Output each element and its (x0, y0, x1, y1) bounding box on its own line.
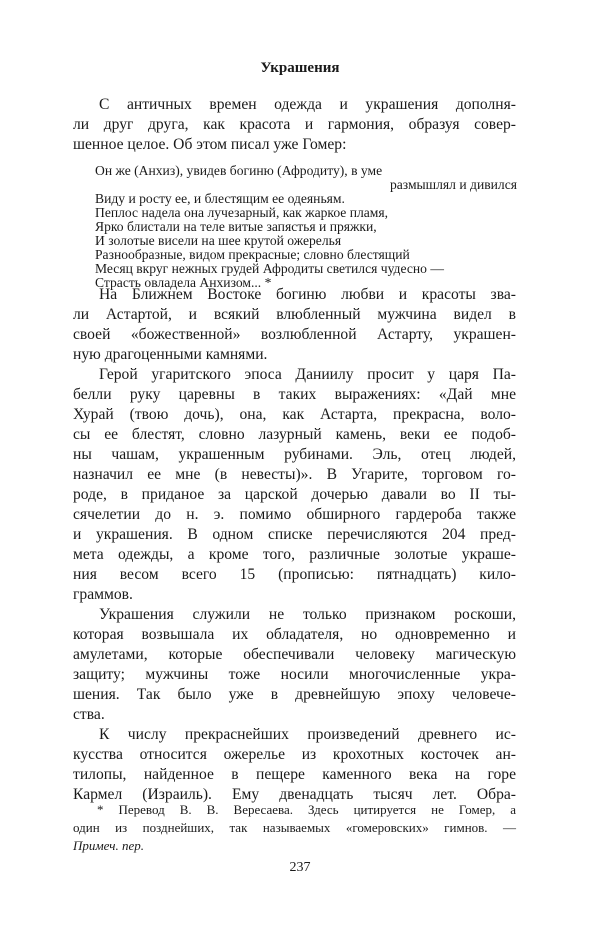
verse-line: Он же (Анхиз), увидев богиню (Афродиту), в уме (95, 163, 383, 178)
text-line: К числу прекраснейших произведений древнего ис- (99, 726, 516, 743)
verse-line: Месяц вкруг нежных грудей Афродиты светился чудесно — (95, 261, 444, 276)
text-line: ную драгоценными камнями. (73, 346, 268, 363)
text-line: защиту; мужчины тоже носили многочисленные укра- (73, 666, 516, 683)
footnote-line: один из позднейших, так называемых «гомеровских» гимнов. — (73, 820, 516, 835)
text-line: назначил ее мне (в невесты)». В Угарите, торговом го- (73, 466, 516, 483)
text-line: амулетами, которые обеспечивали человеку магическую (73, 646, 516, 663)
verse-line: Разнообразные, видом прекрасные; словно блестящий (95, 247, 410, 262)
page-number: 237 (289, 860, 311, 875)
text-line: Украшения служили не только признаком роскоши, (99, 606, 516, 623)
text-line: Кармел (Израиль). Ему двенадцать тысяч лет. Обра- (73, 786, 516, 803)
text-line: белли руку царевны в таких выражениях: «Дай мне (73, 386, 516, 403)
text-line: ны чашам, украшенным рубинами. Эль, отец людей, (73, 446, 516, 463)
text-line: граммов. (73, 586, 133, 603)
verse-line: Пеплос надела она лучезарный, как жаркое пламя, (95, 205, 389, 220)
verse-line: И золотые висели на шее крутой ожерелья (95, 233, 342, 248)
verse-line: Страсть овладела Анхизом... * (95, 275, 272, 290)
text-line: шенное целое. Об этом писал уже Гомер: (73, 136, 347, 153)
text-line: сячелетии до н. э. помимо обширного гардероба также (73, 506, 516, 523)
verse-line: размышлял и дивился (389, 177, 517, 192)
verse-line: Ярко блистали на теле витые запястья и пряжки, (95, 219, 377, 234)
text-line: С античных времен одежда и украшения дополня- (99, 96, 516, 113)
text-line: сы ее блестят, словно лазурный камень, веки ее подоб- (73, 426, 516, 443)
footnote-note: Примеч. пер. (73, 838, 145, 853)
page-title: Украшения (260, 60, 340, 76)
text-line: шения. Так было уже в древнейшую эпоху человече- (73, 686, 516, 703)
text-line: ния весом всего 15 (прописью: пятнадцать) кило- (73, 566, 516, 583)
text-line: тилопы, найденное в пещере каменного века на горе (73, 766, 516, 783)
text-line: которая возвышала их обладателя, но одновременно и (73, 626, 516, 643)
verse-line: Виду и росту ее, и блестящим ее одеяньям. (95, 191, 345, 206)
text-line: Хурай (твою дочь), она, как Астарта, прекрасна, воло- (73, 406, 516, 423)
text-line: роде, в приданое за царской дочерью давали во II ты- (73, 486, 516, 503)
text-line: Герой угаритского эпоса Даниилу просит у царя Па- (99, 366, 516, 383)
text-line: ли друг друга, как красота и гармония, образуя совер- (73, 116, 516, 133)
text-line: своей «божественной» возлюбленной Астарту, украшен- (73, 326, 516, 343)
footnote-line: * Перевод В. В. Вересаева. Здесь цитируется не Гомер, а (97, 802, 516, 817)
text-line: и украшения. В одном списке перечисляются 204 пред- (73, 526, 516, 543)
text-line: кусства относится ожерелье из крохотных косточек ан- (73, 746, 516, 763)
text-line: На Ближнем Востоке богиню любви и красоты зва- (99, 286, 516, 303)
text-line: ли Астартой, и всякий влюбленный мужчина видел в (73, 306, 516, 323)
text-line: ства. (73, 706, 105, 723)
text-line: мета одежды, а кроме того, различные золотые украше- (73, 546, 516, 563)
